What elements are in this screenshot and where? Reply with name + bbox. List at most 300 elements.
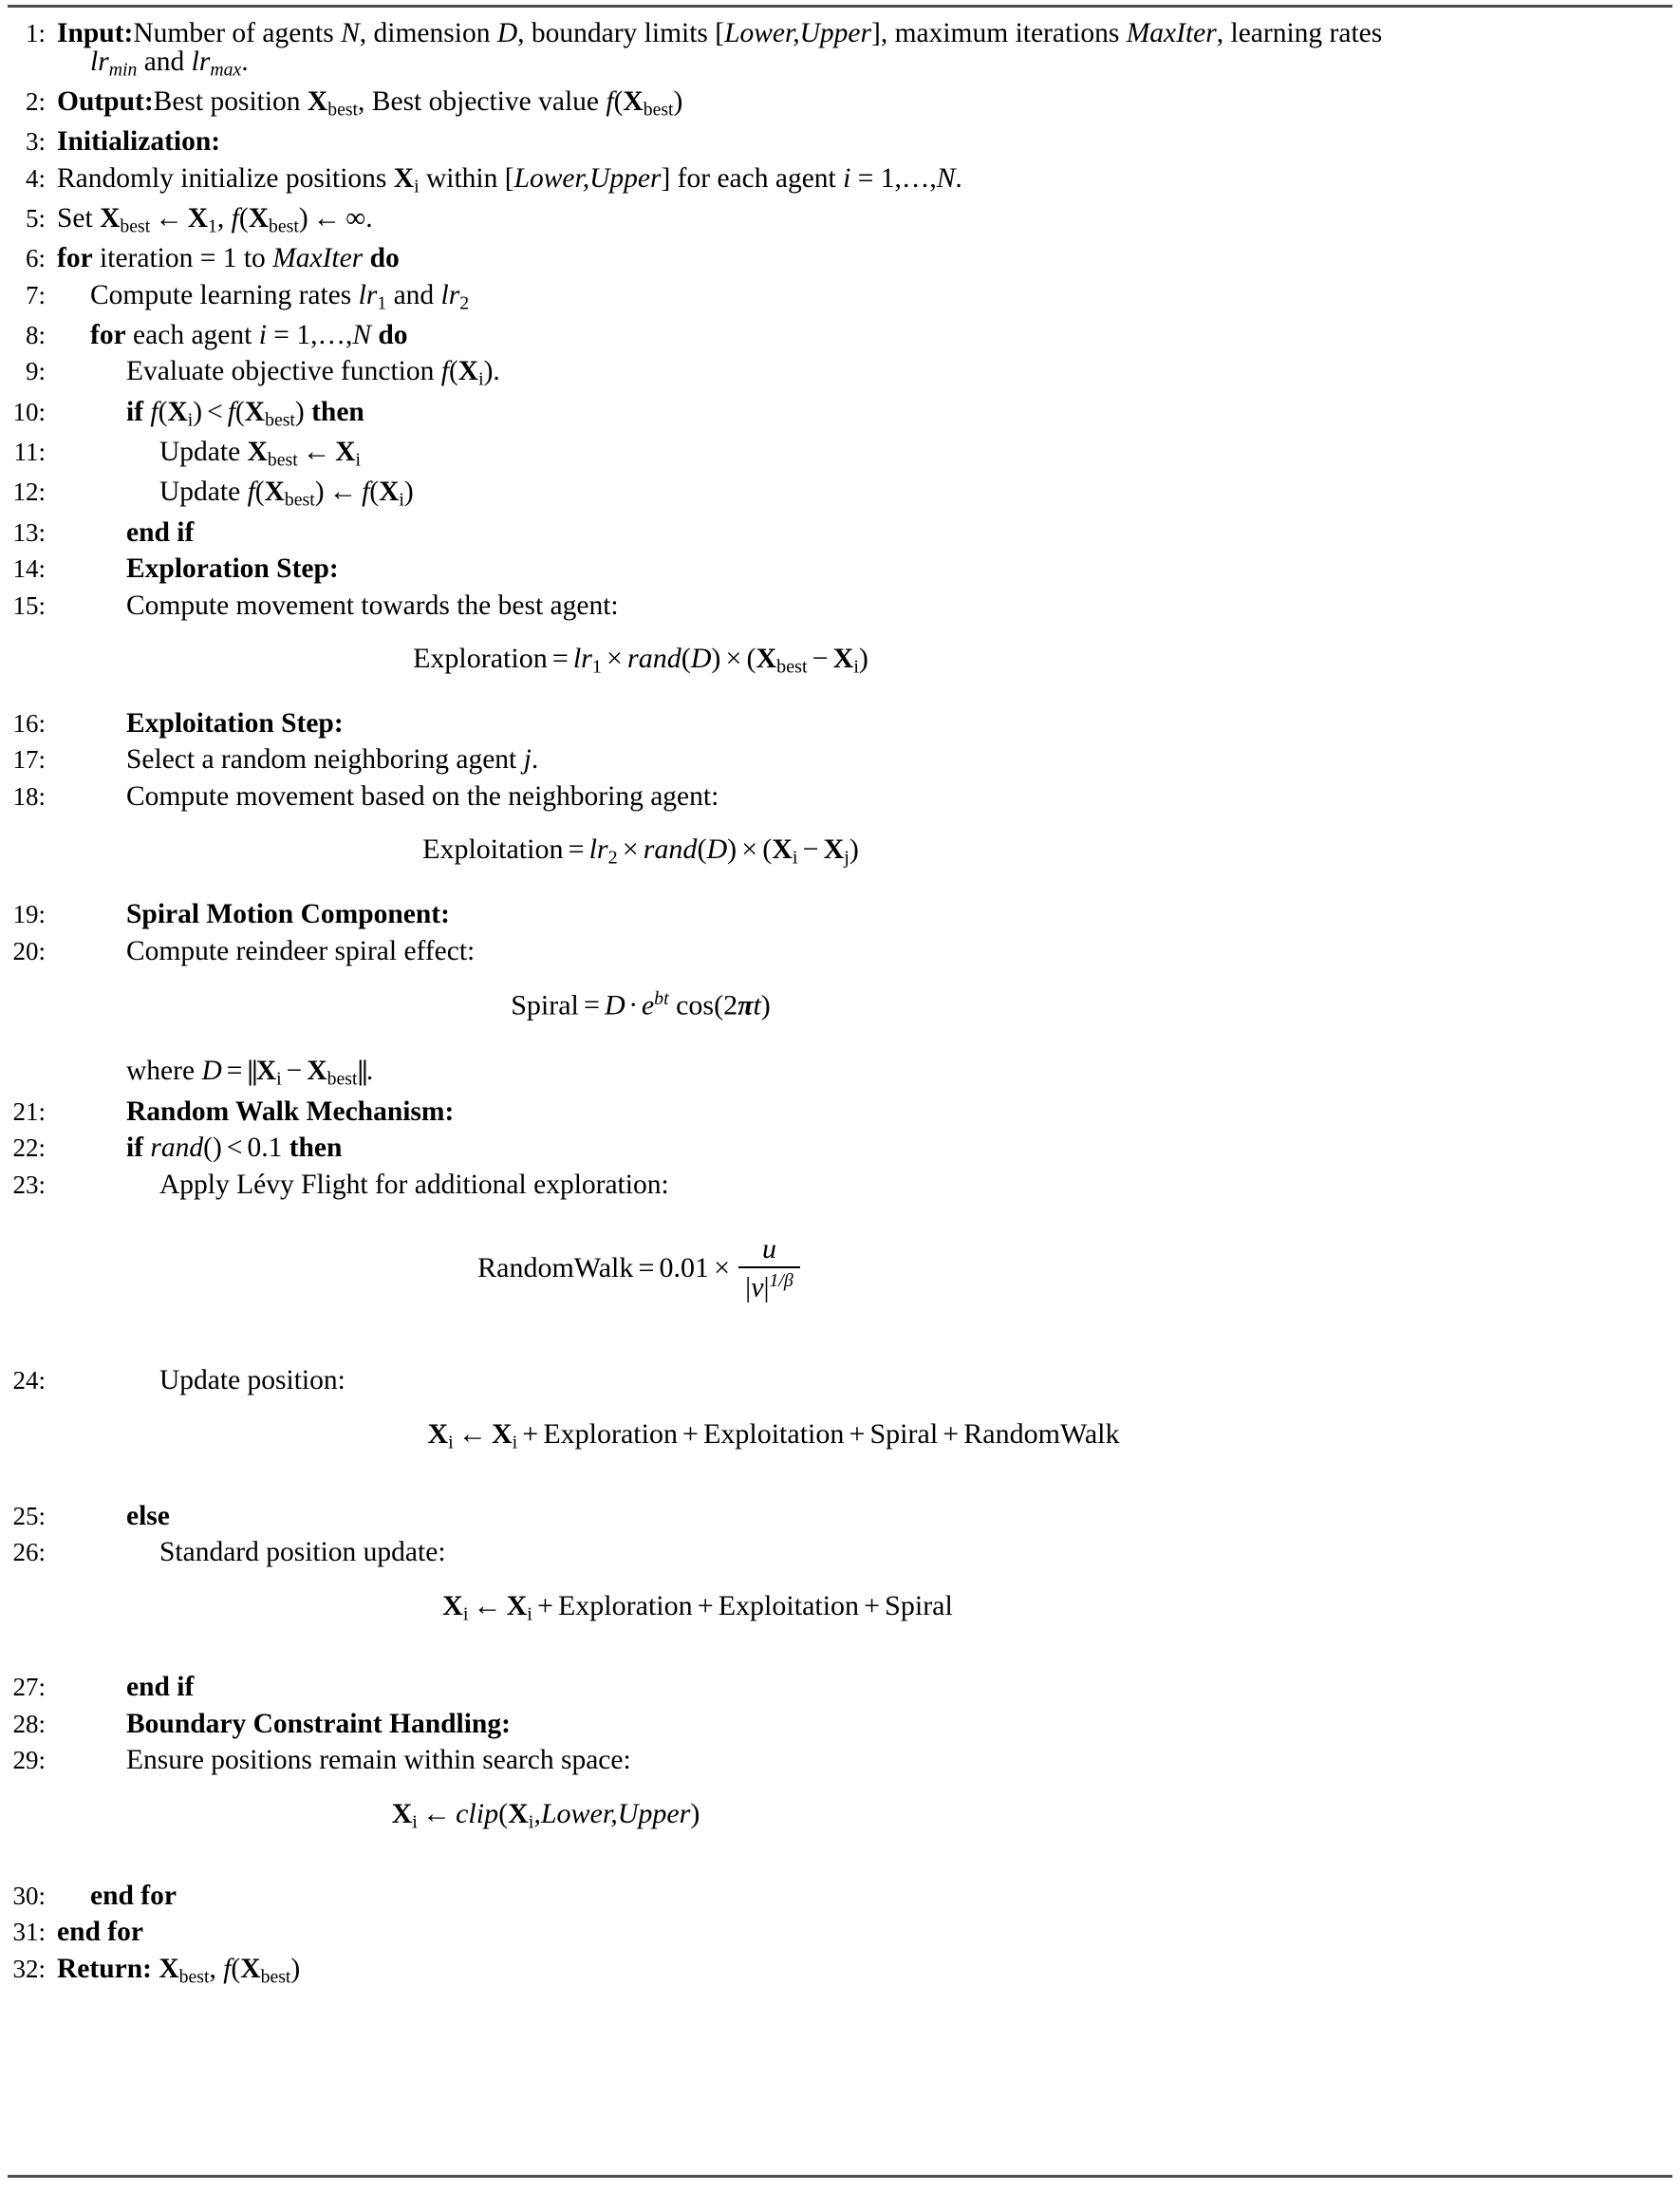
line-number: 16: xyxy=(12,708,46,738)
text: where xyxy=(126,1056,202,1087)
num: 1 xyxy=(880,162,895,194)
formula-random-walk xyxy=(0,1235,1680,1301)
formula-clip xyxy=(0,1797,1680,1833)
func-f: f xyxy=(223,1953,232,1984)
equals: = xyxy=(568,833,585,866)
algorithm-line xyxy=(0,1708,1680,1739)
line-content xyxy=(46,780,1680,812)
line-number: 11: xyxy=(13,438,46,467)
algorithm-line xyxy=(0,901,1680,929)
algorithm-line xyxy=(0,439,1680,470)
formula-spacer xyxy=(0,620,1680,645)
var-lr: lr xyxy=(191,46,211,77)
label-exploitation: Exploitation xyxy=(703,1417,845,1450)
formula-body xyxy=(427,1417,1252,1453)
func-f: f xyxy=(247,477,255,508)
formula-position-update-standard xyxy=(0,1589,1680,1625)
plus-operator: + xyxy=(682,1417,699,1450)
keyword-then: then xyxy=(289,1133,343,1164)
heading-spiral-motion: Spiral Motion Component: xyxy=(126,899,450,930)
equals: = xyxy=(266,319,297,350)
formula-position-update-full xyxy=(0,1417,1680,1453)
heading-boundary-handling: Boundary Constraint Handling: xyxy=(126,1708,511,1739)
infinity-symbol: ∞ xyxy=(345,202,366,234)
num: 0.1 xyxy=(247,1133,283,1164)
line-content xyxy=(46,935,1680,966)
keyword-then: then xyxy=(311,396,364,427)
paren: ) xyxy=(483,356,494,387)
bottom-horizontal-rule xyxy=(8,2175,1672,2178)
line-content xyxy=(46,85,1680,121)
paren: ( xyxy=(448,356,458,387)
vector-X: X xyxy=(379,477,400,508)
paren: ( xyxy=(254,477,265,508)
formula-body xyxy=(391,1797,1289,1833)
formula-spacer xyxy=(0,1832,1680,1874)
text: Randomly initialize positions xyxy=(57,162,394,194)
plus-operator: + xyxy=(864,1589,881,1621)
paren: ( xyxy=(234,396,245,427)
algorithm-line xyxy=(0,1919,1680,1947)
heading-random-walk: Random Walk Mechanism: xyxy=(126,1096,455,1127)
ellipsis: ,…, xyxy=(310,319,353,350)
algorithm-line xyxy=(0,1674,1680,1702)
superscript-one-over-beta: 1/β xyxy=(769,1270,793,1292)
keyword-return: Return: xyxy=(57,1953,152,1984)
vector-X: X xyxy=(393,162,415,194)
algorithm-line xyxy=(0,245,1680,273)
text: ] for each agent xyxy=(661,162,844,194)
subscript-i: i xyxy=(792,848,798,870)
text: and xyxy=(386,279,441,310)
vector-X: X xyxy=(307,1056,327,1087)
line-number: 32: xyxy=(12,1954,46,1983)
less-than-operator: < xyxy=(226,1133,243,1164)
heading-exploitation-step: Exploitation Step: xyxy=(126,707,344,739)
line-content xyxy=(46,202,1680,237)
algorithm-line-list xyxy=(0,8,1680,1987)
num: 1 xyxy=(296,319,311,350)
algorithm-line-wrap xyxy=(0,48,1680,80)
parens: () xyxy=(203,1133,222,1164)
line-content xyxy=(46,358,1680,389)
paren: ( xyxy=(231,1953,241,1984)
plus-operator: + xyxy=(522,1417,539,1450)
func-f: f xyxy=(231,202,239,234)
heading-initialization: Initialization: xyxy=(57,126,221,158)
subscript-best: best xyxy=(643,99,674,121)
func-f: f xyxy=(362,477,370,508)
formula-spacer xyxy=(0,1301,1680,1358)
vector-X: X xyxy=(248,202,269,234)
subscript-2: 2 xyxy=(459,292,470,314)
ellipsis: ,…, xyxy=(894,162,937,194)
vector-X: X xyxy=(823,833,845,866)
paren: ) xyxy=(193,396,203,427)
subscript-i: i xyxy=(412,1811,418,1833)
fraction-numerator-u: u xyxy=(761,1233,776,1265)
formula-spacer xyxy=(0,1567,1680,1592)
equals: = xyxy=(226,1056,243,1087)
assign-arrow-icon: ← xyxy=(421,1797,451,1829)
subscript-i: i xyxy=(512,1432,518,1453)
line-number: 21: xyxy=(12,1096,46,1126)
line-number: 8: xyxy=(25,320,46,349)
algorithm-line xyxy=(0,396,1680,431)
equals: = xyxy=(583,989,600,1021)
var-upper: Upper xyxy=(799,18,871,48)
line-content xyxy=(46,396,1680,431)
vector-X: X xyxy=(391,1797,413,1829)
vector-X: X xyxy=(240,1953,261,1984)
func-f: f xyxy=(150,396,159,427)
line-content xyxy=(46,1171,1680,1200)
func-rand: rand xyxy=(643,833,698,866)
subscript-i: i xyxy=(276,1068,282,1090)
vector-X: X xyxy=(427,1417,449,1450)
period: . xyxy=(531,744,539,776)
paren: ) xyxy=(294,396,305,427)
line-content xyxy=(46,162,1680,197)
line-content xyxy=(46,245,1680,273)
paren: ( xyxy=(697,833,707,866)
minus-operator: − xyxy=(812,643,829,675)
formula-body xyxy=(477,1235,1203,1301)
paren: ) xyxy=(298,202,308,234)
subscript-i: i xyxy=(527,1603,532,1625)
var-lr: lr xyxy=(572,643,592,675)
subscript-i: i xyxy=(414,176,420,197)
line-number: 30: xyxy=(12,1881,46,1910)
var-i: i xyxy=(843,162,851,194)
var-j: j xyxy=(523,744,532,776)
subscript-max: max xyxy=(210,59,242,81)
label-exploration: Exploration xyxy=(557,1589,693,1621)
line-number: 22: xyxy=(12,1133,46,1163)
text: Evaluate objective function xyxy=(126,356,441,387)
label-spiral: Spiral xyxy=(885,1589,953,1621)
norm-bar-close: || xyxy=(357,1056,366,1087)
label-spiral: Spiral xyxy=(511,989,579,1021)
line-content xyxy=(46,592,1680,621)
times-operator: × xyxy=(741,833,758,866)
func-rand: rand xyxy=(150,1133,204,1164)
line-content xyxy=(46,1367,1680,1395)
line-content xyxy=(46,555,1680,584)
text: Compute learning rates xyxy=(90,279,359,310)
var-lr: lr xyxy=(358,279,378,310)
comma: , xyxy=(209,1953,224,1984)
period: . xyxy=(365,202,373,234)
formula-spacer xyxy=(0,1775,1680,1800)
times-operator: × xyxy=(607,643,623,675)
algorithm-line xyxy=(0,746,1680,775)
assign-arrow-icon: ← xyxy=(328,477,358,508)
pi-symbol: π xyxy=(737,989,754,1021)
label-exploitation: Exploitation xyxy=(422,833,564,866)
formula-spacer xyxy=(0,868,1680,892)
line-content xyxy=(46,1058,1680,1089)
assign-arrow-icon: ← xyxy=(312,202,342,234)
algorithm-line xyxy=(0,1882,1680,1911)
paren: ( xyxy=(714,989,724,1021)
subscript-j: j xyxy=(844,848,849,870)
var-N: N xyxy=(352,319,371,350)
formula-body xyxy=(511,990,1169,1020)
times-operator: × xyxy=(714,1252,730,1284)
algorithm-line xyxy=(0,1747,1680,1775)
keyword-end-if: end if xyxy=(126,516,195,548)
paren: ) xyxy=(711,643,721,675)
heading-exploration-step: Exploration Step: xyxy=(126,553,339,585)
formula-spacer xyxy=(0,1452,1680,1494)
paren: ( xyxy=(238,202,249,234)
subscript-i: i xyxy=(187,409,194,431)
subscript-2: 2 xyxy=(607,848,618,870)
var-N: N xyxy=(341,18,360,48)
formula-body xyxy=(422,835,1258,868)
formula-spacer xyxy=(0,1395,1680,1420)
keyword-input: Input: xyxy=(57,18,134,48)
line-content xyxy=(46,707,1680,739)
text: , Best objective value xyxy=(358,85,607,117)
comma: , xyxy=(582,162,590,194)
line-content xyxy=(46,128,1680,157)
text: , boundary limits [ xyxy=(517,18,725,48)
algorithm-line xyxy=(0,128,1680,157)
algorithm-line xyxy=(0,592,1680,621)
keyword-do: do xyxy=(369,243,400,274)
vector-X: X xyxy=(508,1797,529,1829)
func-f: f xyxy=(606,85,614,117)
formula-spacer xyxy=(0,677,1680,702)
subscript-i: i xyxy=(448,1432,454,1453)
vector-X: X xyxy=(506,1589,528,1621)
text: ], maximum iterations xyxy=(871,18,1127,48)
subscript-i: i xyxy=(462,1603,469,1625)
text: and xyxy=(137,46,192,77)
text: Update xyxy=(159,437,248,468)
label-randomwalk: RandomWalk xyxy=(963,1417,1120,1450)
subscript-min: min xyxy=(108,59,138,81)
formula-spacer xyxy=(0,965,1680,990)
formula-body xyxy=(442,1589,1238,1625)
paren: ) xyxy=(858,643,868,675)
paren: ( xyxy=(746,643,756,675)
var-lower: Lower xyxy=(513,162,583,194)
vector-X: X xyxy=(442,1589,463,1621)
line-content xyxy=(46,1953,1680,1988)
superscript-bt: bt xyxy=(654,988,669,1010)
fraction-denominator xyxy=(738,1268,801,1301)
keyword-end-if: end if xyxy=(126,1672,195,1703)
algorithm-line xyxy=(0,555,1680,584)
formula-spacer xyxy=(0,1020,1680,1044)
var-N: N xyxy=(936,162,956,194)
comma: , xyxy=(216,202,232,234)
var-lower: Lower xyxy=(724,18,793,48)
vector-X: X xyxy=(244,396,266,427)
vector-X: X xyxy=(491,1417,513,1450)
var-lr: lr xyxy=(440,279,460,310)
minus-operator: − xyxy=(802,833,819,866)
vector-X: X xyxy=(307,85,328,117)
line-content xyxy=(46,319,1680,350)
formula-spacer xyxy=(0,811,1680,835)
num: 0.01 xyxy=(659,1252,709,1284)
line-number: 25: xyxy=(12,1501,46,1530)
func-clip: clip xyxy=(456,1797,499,1829)
keyword-for: for xyxy=(57,243,93,274)
plus-operator: + xyxy=(943,1417,960,1450)
label-exploitation: Exploitation xyxy=(718,1589,860,1621)
formula-exploration xyxy=(0,645,1680,677)
paren: ( xyxy=(613,85,624,117)
text: within [ xyxy=(419,162,514,194)
line-number: 4: xyxy=(25,163,46,193)
line-number: 6: xyxy=(25,244,46,273)
line-number: 1: xyxy=(25,19,46,47)
var-D: D xyxy=(604,989,625,1021)
var-maxiter: MaxIter xyxy=(1126,18,1217,48)
algorithm-line xyxy=(0,516,1680,548)
vector-X: X xyxy=(247,437,268,468)
subscript-best: best xyxy=(267,449,298,471)
subscript-1: 1 xyxy=(591,656,602,678)
text: Number of agents xyxy=(133,18,342,48)
var-D: D xyxy=(496,18,518,48)
subscript-best: best xyxy=(269,215,299,237)
var-D: D xyxy=(690,643,712,675)
keyword-end-for: end for xyxy=(90,1880,177,1911)
vector-X: X xyxy=(335,437,356,468)
vector-X: X xyxy=(772,833,793,866)
line-number: 24: xyxy=(12,1366,46,1395)
line-number: 31: xyxy=(12,1918,46,1947)
keyword-end-for: end for xyxy=(57,1917,143,1948)
text: iteration = 1 to xyxy=(92,243,273,274)
text: each agent xyxy=(125,319,259,350)
line-content xyxy=(46,279,1680,314)
var-v: v xyxy=(751,1271,764,1303)
algorithm-line xyxy=(0,478,1680,510)
vector-X: X xyxy=(832,643,854,675)
var-upper: Upper xyxy=(617,1797,691,1829)
line-content xyxy=(46,516,1680,548)
line-number: 7: xyxy=(25,280,46,309)
line-number: 10: xyxy=(12,397,46,426)
subscript-best: best xyxy=(776,656,808,678)
line-content xyxy=(46,20,1680,48)
vector-X: X xyxy=(756,643,777,675)
algorithm-line xyxy=(0,780,1680,812)
line-number: 20: xyxy=(12,936,46,965)
cdot-operator: · xyxy=(628,989,639,1021)
num-2: 2 xyxy=(723,989,738,1021)
subscript-i: i xyxy=(528,1811,534,1833)
line-content xyxy=(46,746,1680,775)
line-number: 2: xyxy=(25,86,46,116)
subscript-1: 1 xyxy=(377,292,387,314)
keyword-for: for xyxy=(90,319,126,350)
vector-X: X xyxy=(159,1953,179,1984)
text: , learning rates xyxy=(1216,18,1383,48)
line-number: 27: xyxy=(12,1673,46,1702)
subscript-best: best xyxy=(178,1966,210,1988)
vector-X: X xyxy=(100,202,121,234)
assign-arrow-icon: ← xyxy=(457,1417,487,1450)
line-content xyxy=(46,1134,1680,1163)
subscript-i: i xyxy=(399,489,404,511)
paren: ( xyxy=(158,396,168,427)
keyword-if: if xyxy=(126,1133,144,1164)
line-number: 23: xyxy=(12,1170,46,1199)
line-content xyxy=(46,1098,1680,1127)
abs-bar-open: | xyxy=(745,1271,752,1303)
text: Update xyxy=(159,477,248,508)
paren: ) xyxy=(727,833,737,866)
norm-bar-open: || xyxy=(247,1056,256,1087)
algorithm-line xyxy=(0,1367,1680,1395)
less-than-operator: < xyxy=(207,396,223,427)
text: , dimension xyxy=(359,18,497,48)
line-number: 5: xyxy=(25,203,46,233)
var-maxiter: MaxIter xyxy=(272,243,364,274)
line-content xyxy=(46,1500,1680,1531)
var-t: t xyxy=(753,989,761,1021)
vector-X: X xyxy=(255,1056,277,1087)
algorithm-line xyxy=(0,1953,1680,1988)
period: . xyxy=(955,162,962,194)
line-number: 12: xyxy=(12,478,46,507)
label-spiral: Spiral xyxy=(869,1417,939,1450)
subscript-best: best xyxy=(284,489,315,511)
equals: = xyxy=(638,1252,655,1284)
var-D: D xyxy=(201,1056,222,1087)
formula-spiral xyxy=(0,990,1680,1020)
text: Standard position update: xyxy=(159,1537,446,1568)
line-number: 18: xyxy=(12,781,46,811)
equals: = xyxy=(551,643,569,675)
var-lr: lr xyxy=(90,46,109,77)
text: Compute movement based on the neighboring agent: xyxy=(126,780,719,812)
line-content xyxy=(46,1882,1680,1911)
comma: , xyxy=(793,18,800,48)
var-e: e xyxy=(641,989,655,1021)
subscript-best: best xyxy=(327,1068,358,1090)
algorithm-line xyxy=(0,1539,1680,1567)
line-number: 9: xyxy=(25,357,46,386)
line-content xyxy=(46,48,1680,80)
text: Set xyxy=(57,202,101,234)
vector-X: X xyxy=(264,477,285,508)
line-number: 19: xyxy=(12,900,46,929)
line-number: 13: xyxy=(12,517,46,547)
formula-spacer xyxy=(0,1623,1680,1665)
line-content xyxy=(46,439,1680,470)
label-randomwalk: RandomWalk xyxy=(477,1252,634,1284)
subscript-best: best xyxy=(327,99,359,121)
line-number: 15: xyxy=(12,590,46,620)
var-upper: Upper xyxy=(589,162,662,194)
line-content xyxy=(46,1539,1680,1567)
algorithm-line xyxy=(0,1500,1680,1531)
var-lower: Lower xyxy=(540,1797,611,1829)
subscript-best: best xyxy=(260,1966,291,1988)
subscript-1: 1 xyxy=(208,215,217,237)
line-content xyxy=(46,478,1680,510)
algorithm-line xyxy=(0,162,1680,197)
